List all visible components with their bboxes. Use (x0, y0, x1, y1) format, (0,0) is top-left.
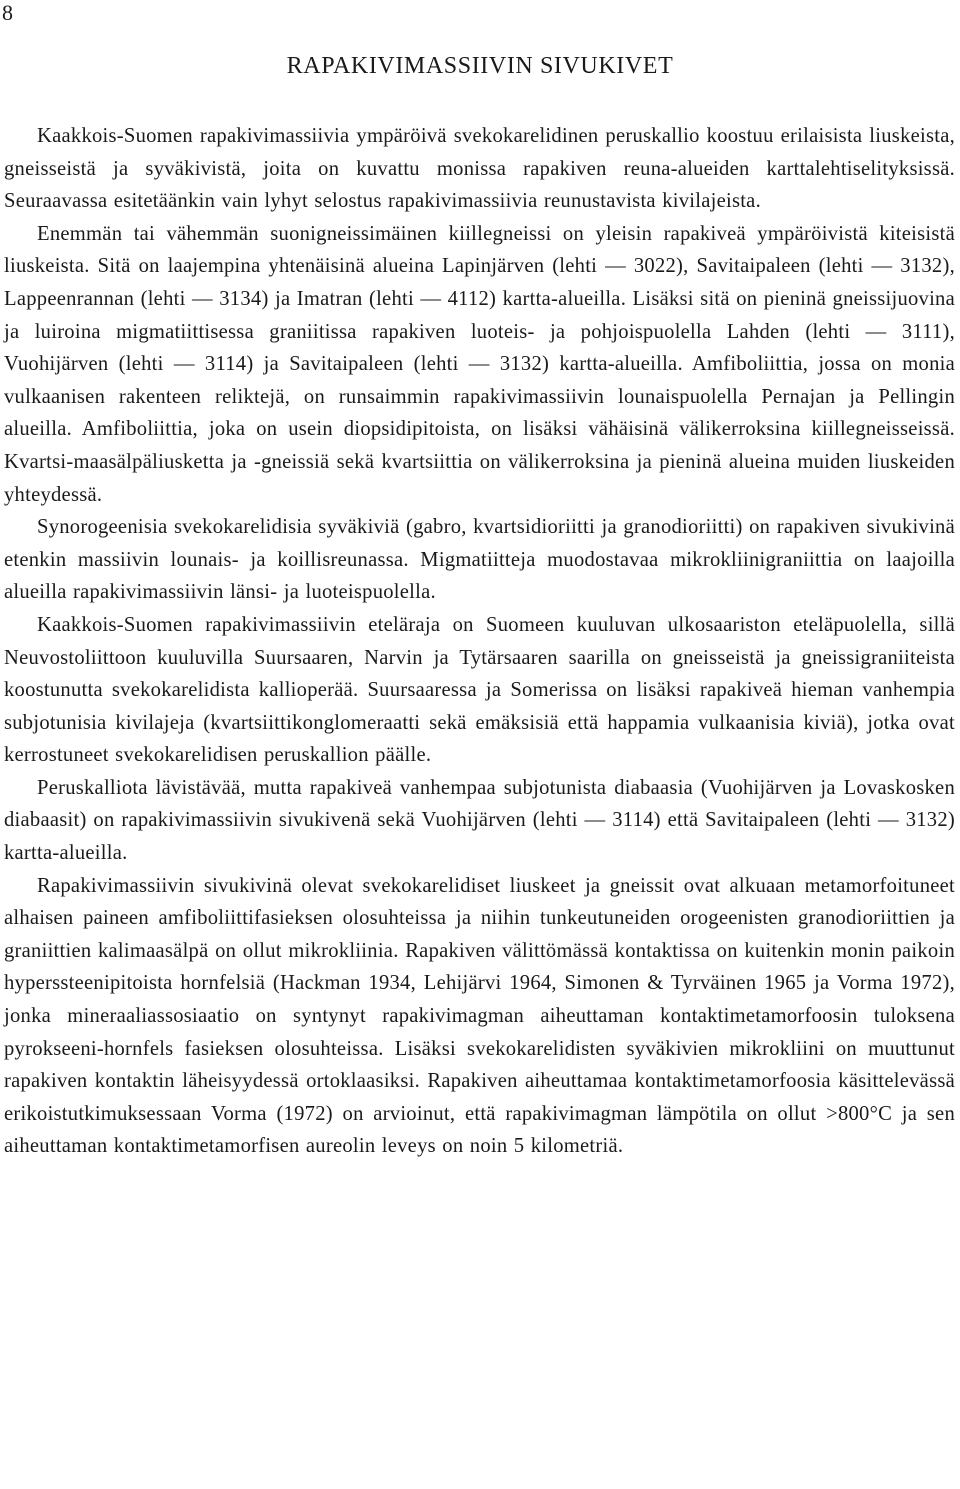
body-text (4, 120, 955, 1163)
paragraph-2: Enemmän tai vähemmän suonigneissimäinen kiillegneissi on yleisin rapakiveä ympäröivistä kiteisistä liuskeista. Sitä on laajempina yhtenäisinä alueina Lapinjärven (lehti — 3022), Savitaipaleen (lehti — 3132), Lappeenrannan (lehti — 3134) ja Imatran (lehti — 4112) kartta-alueilla. Lisäksi sitä on pieninä gneissijuovina ja luiroina migmatiittisessa graniitissa rapakiven luoteis- ja pohjoispuolella Lahden (lehti — 3111), Vuohijärven (lehti — 3114) ja Savitaipaleen (lehti — 3132) kartta-alueilla. Amfiboliittia, jossa on monia vulkaanisen rakenteen reliktejä, on runsaimmin rapakivimassiivin lounaispuolella Pernajan ja Pellingin alueilla. Amfiboliittia, joka on usein diopsidipitoista, on lisäksi vähäisinä välikerroksina kiillegneisseissä. Kvartsi-maasälpäliusketta ja -gneissiä sekä kvartsiittia on välikerroksina ja pieninä alueina muiden liuskeiden yhteydessä. (4, 222, 955, 506)
paragraph-3: Synorogeenisia svekokarelidisia syväkiviä (gabro, kvartsidioriitti ja granodioriitti) on rapakiven sivukivinä etenkin massiivin lounais- ja koillisreunassa. Migmatiitteja muodostavaa mikrokliinigraniittia on laajoilla alueilla rapakivimassiivin länsi- ja luoteispuolella. (4, 516, 955, 604)
paragraph-1: Kaakkois-Suomen rapakivimassiivia ympäröivä svekokarelidinen peruskallio koostuu erilaisista liuskeista, gneisseistä ja syväkivistä, joita on kuvattu monissa rapakiven reuna-alueiden karttalehtiselityksissä. Seuraavassa esitetäänkin vain lyhyt selostus rapakivimassiivia reunustavista kivilajeista. (4, 125, 955, 213)
paragraph-6: Rapakivimassiivin sivukivinä olevat svekokarelidiset liuskeet ja gneissit ovat alkuaan metamorfoituneet alhaisen paineen amfiboliittifasieksen olosuhteissa ja niihin tunkeutuneiden orogeenisten granodioriittien ja graniittien kalimaasälpä on ollut mikrokliinia. Rapakiven välittömässä kontaktissa on kuitenkin monin paikoin hyperssteenipitoista hornfelsiä (Hackman 1934, Lehijärvi 1964, Simonen & Tyrväinen 1965 ja Vorma 1972), jonka mineraaliassosiaatio on syntynyt rapakivimagman aiheuttaman kontaktimetamorfoosin tuloksena pyrokseeni-hornfels fasieksen olosuhteissa. Lisäksi svekokarelidisten syväkivien mikrokliini on muuttunut rapakiven kontaktin läheisyydessä ortoklaasiksi. Rapakiven aiheuttamaa kontaktimetamorfoosia käsittelevässä erikoistutkimuksessaan Vorma (1972) on arvioinut, että rapakivimagman lämpötila on ollut >800°C ja sen aiheuttaman kontaktimetamorfisen aureolin leveys on noin 5 kilometriä. (4, 874, 955, 1158)
paragraph-4: Kaakkois-Suomen rapakivimassiivin eteläraja on Suomeen kuuluvan ulkosaariston eteläpuolella, sillä Neuvostoliittoon kuuluvilla Suursaaren, Narvin ja Tytärsaaren saarilla on gneisseistä ja gneissigraniiteista koostunutta svekokarelidista kallioperää. Suursaaressa ja Somerissa on lisäksi rapakiveä hieman vanhempia subjotunisia kivilajeja (kvartsiittikonglomeraatti sekä emäksisiä että happamia vulkaanisia kiviä), jotka ovat kerrostuneet svekokarelidisen peruskallion päälle. (4, 613, 955, 767)
paragraph-5: Peruskalliota lävistävää, mutta rapakiveä vanhempaa subjotunista diabaasia (Vuohijärven ja Lovaskosken diabaasit) on rapakivimassiivin sivukivenä sekä Vuohijärven (lehti — 3114) että Savitaipaleen (lehti — 3132) kartta-alueilla. (4, 776, 955, 865)
page-number: 8 (2, 0, 13, 25)
section-title: RAPAKIVIMASSIIVIN SIVUKIVET (286, 53, 674, 79)
